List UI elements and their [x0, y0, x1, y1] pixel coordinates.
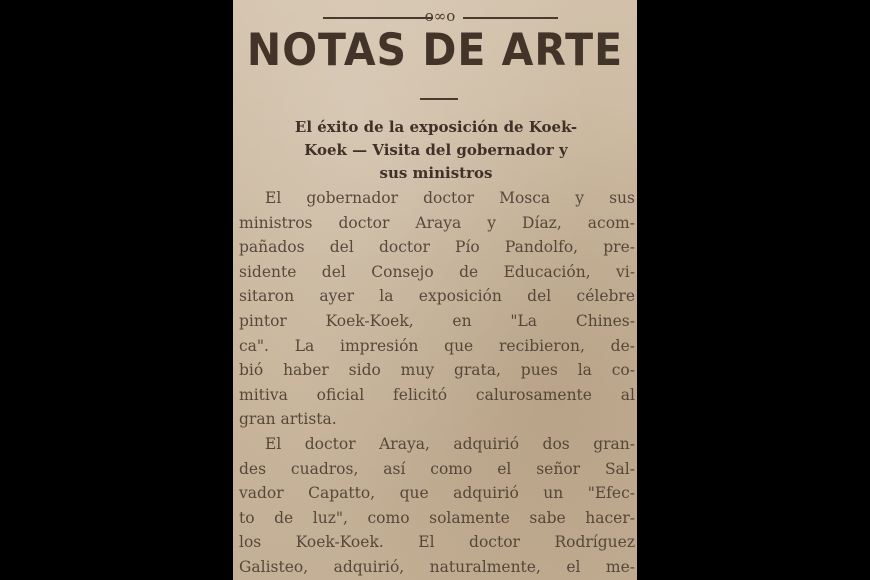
- subheadline: [251, 116, 621, 185]
- subheadline-line: sus ministros: [379, 164, 493, 182]
- body-line: ministros doctor Araya y Díaz, acom-: [239, 213, 635, 232]
- body-line: Galisteo, adquirió, naturalmente, el me-: [239, 557, 635, 576]
- body-line: to de luz", como solamente sabe hacer-: [239, 508, 635, 527]
- subheadline-line: Koek — Visita del gobernador y: [304, 141, 568, 159]
- body-line: bió haber sido muy grata, pues la co-: [239, 361, 635, 380]
- body-line: ca". La impresión que recibieron, de-: [239, 336, 635, 355]
- top-divider-left: [323, 17, 433, 19]
- body-line: pañados del doctor Pío Pandolfo, pre-: [239, 238, 635, 257]
- headline: NOTAS DE ARTE: [246, 24, 624, 76]
- body-line: vador Capatto, que adquirió un "Efec-: [239, 484, 635, 503]
- body-line: sidente del Consejo de Educación, vi-: [239, 262, 635, 281]
- body-line: des cuadros, así como el señor Sal-: [239, 459, 635, 478]
- subheadline-line: El éxito de la exposición de Koek-: [294, 118, 578, 136]
- top-divider-right: [463, 17, 558, 19]
- body-line: El gobernador doctor Mosca y sus: [265, 189, 635, 207]
- body-line: gran artista.: [239, 410, 337, 429]
- body-line: los Koek-Koek. El doctor Rodríguez: [239, 533, 635, 552]
- body-line: pintor Koek-Koek, en "La Chines-: [239, 311, 635, 330]
- body-line: mitiva oficial felicitó calurosamente al: [239, 385, 635, 404]
- headline-divider: [420, 98, 458, 100]
- article-body: [239, 186, 635, 580]
- body-line: sitaron ayer la exposición del célebre: [239, 287, 635, 306]
- ornament-icon: o∞o: [424, 7, 456, 25]
- body-line: El doctor Araya, adquirió dos gran-: [265, 434, 635, 453]
- newspaper-clipping: [233, 0, 637, 580]
